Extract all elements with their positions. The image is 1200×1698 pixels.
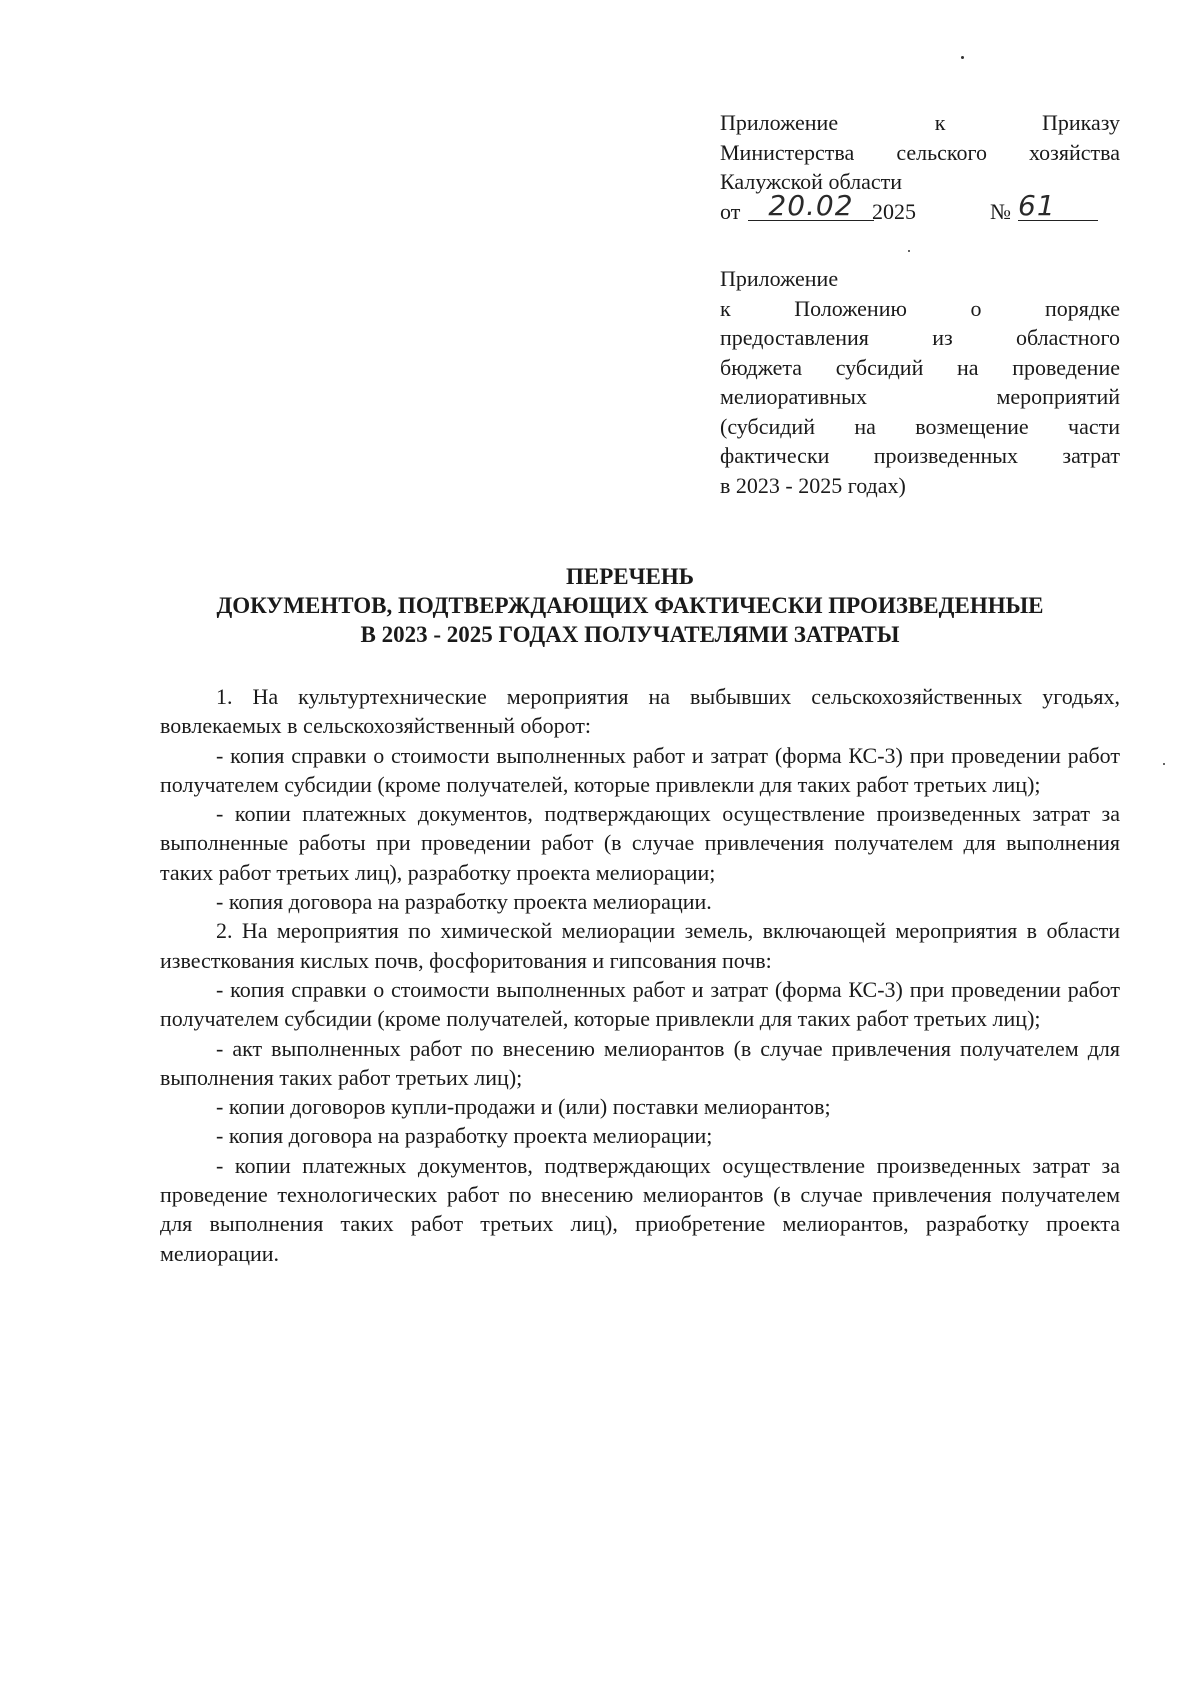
date-number-line bbox=[720, 188, 1120, 231]
annex-line: к Положению о порядке bbox=[720, 295, 1120, 321]
annex-line: Приложение bbox=[720, 266, 839, 291]
list-item: - копия справки о стоимости выполненных работ и затрат (форма КС-3) при проведении работ получателем субсидии (кроме получателей, которые привлекли для таких работ третьих лиц); bbox=[160, 742, 1120, 797]
date-year: 2025 bbox=[872, 198, 916, 224]
list-item: - копия договора на разработку проекта мелиорации; bbox=[216, 1123, 713, 1149]
title-line: ДОКУМЕНТОВ, ПОДТВЕРЖДАЮЩИХ ФАКТИЧЕСКИ ПРОИЗВЕДЕННЫЕ bbox=[216, 593, 1044, 618]
header-line: Калужской области bbox=[720, 169, 902, 194]
document-title bbox=[150, 562, 1110, 649]
list-item: - копии платежных документов, подтверждающих осуществление произведенных затрат за выполненные работы при проведении работ (в случае привлечения получателем для выполнения таких работ третьих лиц), разработку проекта мелиорации; bbox=[160, 801, 1120, 885]
annex-line: (субсидий на возмещение части bbox=[720, 413, 1120, 439]
annex-line: в 2023 - 2025 годах) bbox=[720, 472, 906, 498]
list-item: - акт выполненных работ по внесению мелиорантов (в случае привлечения получателем для выполнения таких работ третьих лиц); bbox=[160, 1035, 1120, 1090]
section-1-heading: 1. На культуртехнические мероприятия на выбывших сельскохозяйственных угодьях, вовлекаемых в сельскохозяйственный оборот: bbox=[160, 684, 1120, 739]
handwritten-date: 20.02 bbox=[748, 191, 874, 222]
annex-line: бюджета субсидий на проведение bbox=[720, 354, 1120, 380]
annex-line: предоставления из областного bbox=[720, 325, 1120, 350]
list-item: - копия справки о стоимости выполненных работ и затрат (форма КС-3) при проведении работ получателем субсидии (кроме получателей, которые привлекли для таких работ третьих лиц); bbox=[160, 976, 1120, 1032]
header-line: Министерства сельского хозяйства bbox=[720, 139, 1120, 165]
order-annex-header bbox=[720, 108, 1120, 231]
date-prefix: от bbox=[720, 198, 741, 224]
list-item: - копии платежных документов, подтверждающих осуществление произведенных затрат за проведение технологических работ по внесению мелиорантов (в случае привлечения получателем для выполнения таких работ третьих лиц), приобретение мелиорантов, разработку проекта мелиорации. bbox=[160, 1152, 1120, 1266]
number-prefix: № bbox=[990, 198, 1011, 224]
header-line: Приложение к Приказу bbox=[720, 110, 1120, 135]
list-item: - копия договора на разработку проекта мелиорации. bbox=[216, 889, 712, 915]
annex-line: фактически произведенных затрат bbox=[720, 443, 1120, 468]
scan-speck bbox=[961, 56, 964, 59]
title-line: ПЕРЕЧЕНЬ bbox=[566, 564, 694, 589]
handwritten-number: 61 bbox=[1018, 191, 1098, 222]
annex-line: мелиоративных мероприятий bbox=[720, 384, 1120, 409]
list-item: - копии договоров купли-продажи и (или) поставки мелиорантов; bbox=[216, 1094, 831, 1120]
title-line: В 2023 - 2025 ГОДАХ ПОЛУЧАТЕЛЯМИ ЗАТРАТЫ bbox=[360, 622, 900, 647]
document-body bbox=[160, 682, 1120, 1268]
section-2-heading: 2. На мероприятия по химической мелиорации земель, включающей мероприятия в области известкования кислых почв, фосфоритования и гипсования почв: bbox=[160, 918, 1120, 973]
scan-speck bbox=[1163, 763, 1165, 765]
scan-speck bbox=[908, 250, 910, 252]
regulation-annex-header bbox=[720, 264, 1120, 500]
